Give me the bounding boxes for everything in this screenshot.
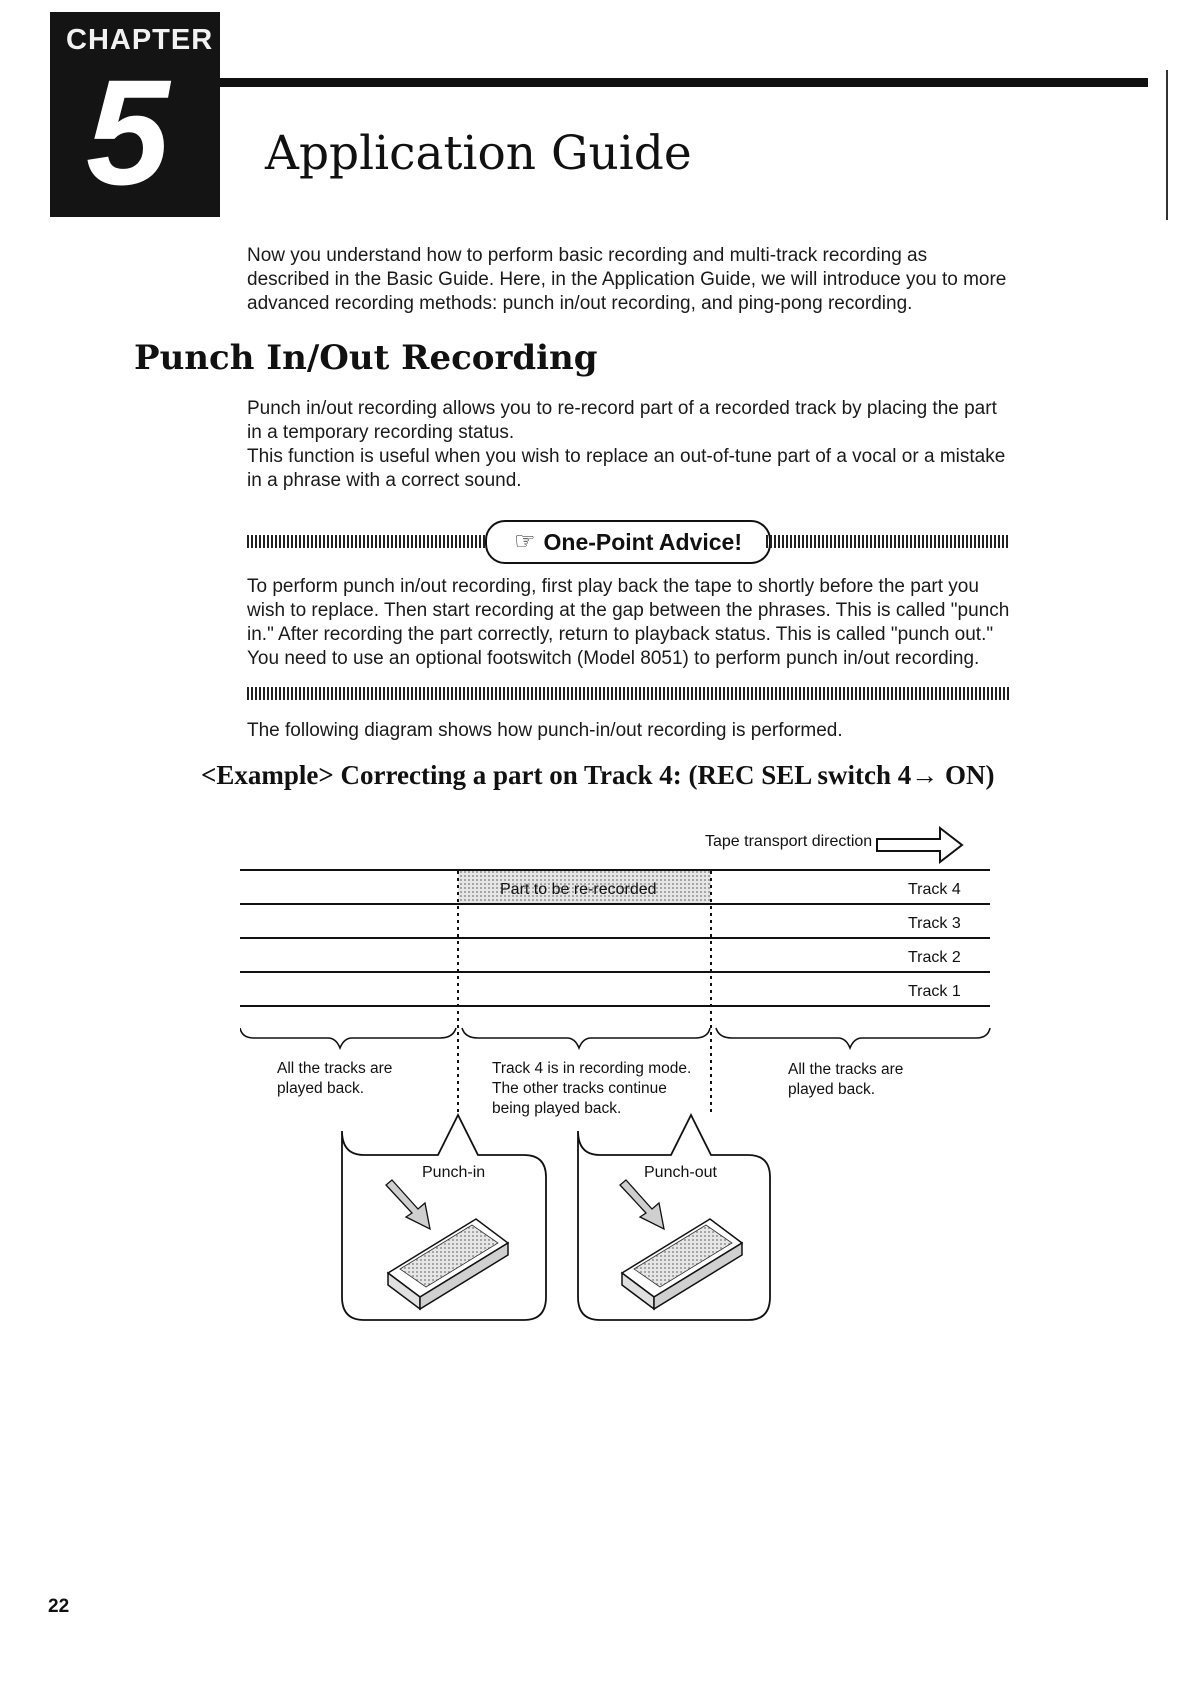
track-2-label: Track 2	[908, 949, 961, 966]
section-paragraph-2: This function is useful when you wish to replace an out-of-tune part of a vocal or a mistake in a phrase with a correct sound.	[247, 446, 1006, 491]
chapter-number: 5	[86, 48, 170, 216]
intro-paragraph: Now you understand how to perform basic recording and multi-track recording as described in the Basic Guide. Here, in the Application Guide, we will introduce you to more advanced recording methods: punch in/out recording, and ping-pong recording.	[247, 245, 1007, 314]
track-1-label: Track 1	[908, 983, 961, 1000]
diagram-intro: The following diagram shows how punch-in/out recording is performed.	[247, 720, 843, 741]
margin-line	[1166, 70, 1168, 220]
advice-header	[485, 520, 771, 564]
advice-paragraph: To perform punch in/out recording, first play back the tape to shortly before the part you wish to replace. Then start recording at the gap between the phrases. This is called "punch in." After recording the part correctly, return to playback status. This is called "punch out." You need to use an optional footswitch (Model 8051) to perform punch in/out recording.	[247, 576, 1010, 669]
left-brace	[240, 1028, 456, 1048]
middle-caption-line: Track 4 is in recording mode.	[492, 1060, 692, 1077]
chapter-block	[50, 12, 220, 217]
advice-label: One-Point Advice!	[543, 528, 742, 555]
track-4-label: Track 4	[908, 881, 961, 898]
advice-rule-bottom	[247, 687, 1010, 700]
track-3-label: Track 3	[908, 915, 961, 932]
chapter-label: CHAPTER	[66, 24, 214, 56]
left-caption-line: All the tracks are	[277, 1060, 393, 1077]
middle-caption-line: The other tracks continue	[492, 1080, 667, 1097]
pointing-hand-icon: ☞	[513, 528, 536, 555]
right-brace	[716, 1028, 990, 1048]
middle-brace	[462, 1028, 710, 1048]
part-label: Part to be re-recorded	[500, 881, 657, 898]
page-number: 22	[48, 1596, 70, 1617]
direction-label: Tape transport direction	[705, 833, 873, 850]
punch-diagram	[240, 815, 1000, 1335]
punch-out-label: Punch-out	[644, 1164, 717, 1181]
direction-arrow-icon	[877, 828, 962, 862]
right-caption-line: All the tracks are	[788, 1061, 904, 1078]
middle-caption-line: being played back.	[492, 1100, 622, 1117]
example-heading: <Example> Correcting a part on Track 4: (REC SEL switch 4→ ON)	[201, 760, 995, 790]
chapter-rule	[220, 78, 1148, 87]
advice-rule-left	[247, 535, 487, 548]
section-paragraph-1: Punch in/out recording allows you to re-record part of a recorded track by placing the part in a temporary recording status.	[247, 398, 997, 443]
punch-in-label: Punch-in	[422, 1164, 486, 1181]
section-heading: Punch In/Out Recording	[134, 338, 598, 378]
advice-rule-right	[766, 535, 1010, 548]
right-caption-line: played back.	[788, 1081, 876, 1098]
page-title: Application Guide	[265, 126, 692, 181]
left-caption-line: played back.	[277, 1080, 365, 1097]
